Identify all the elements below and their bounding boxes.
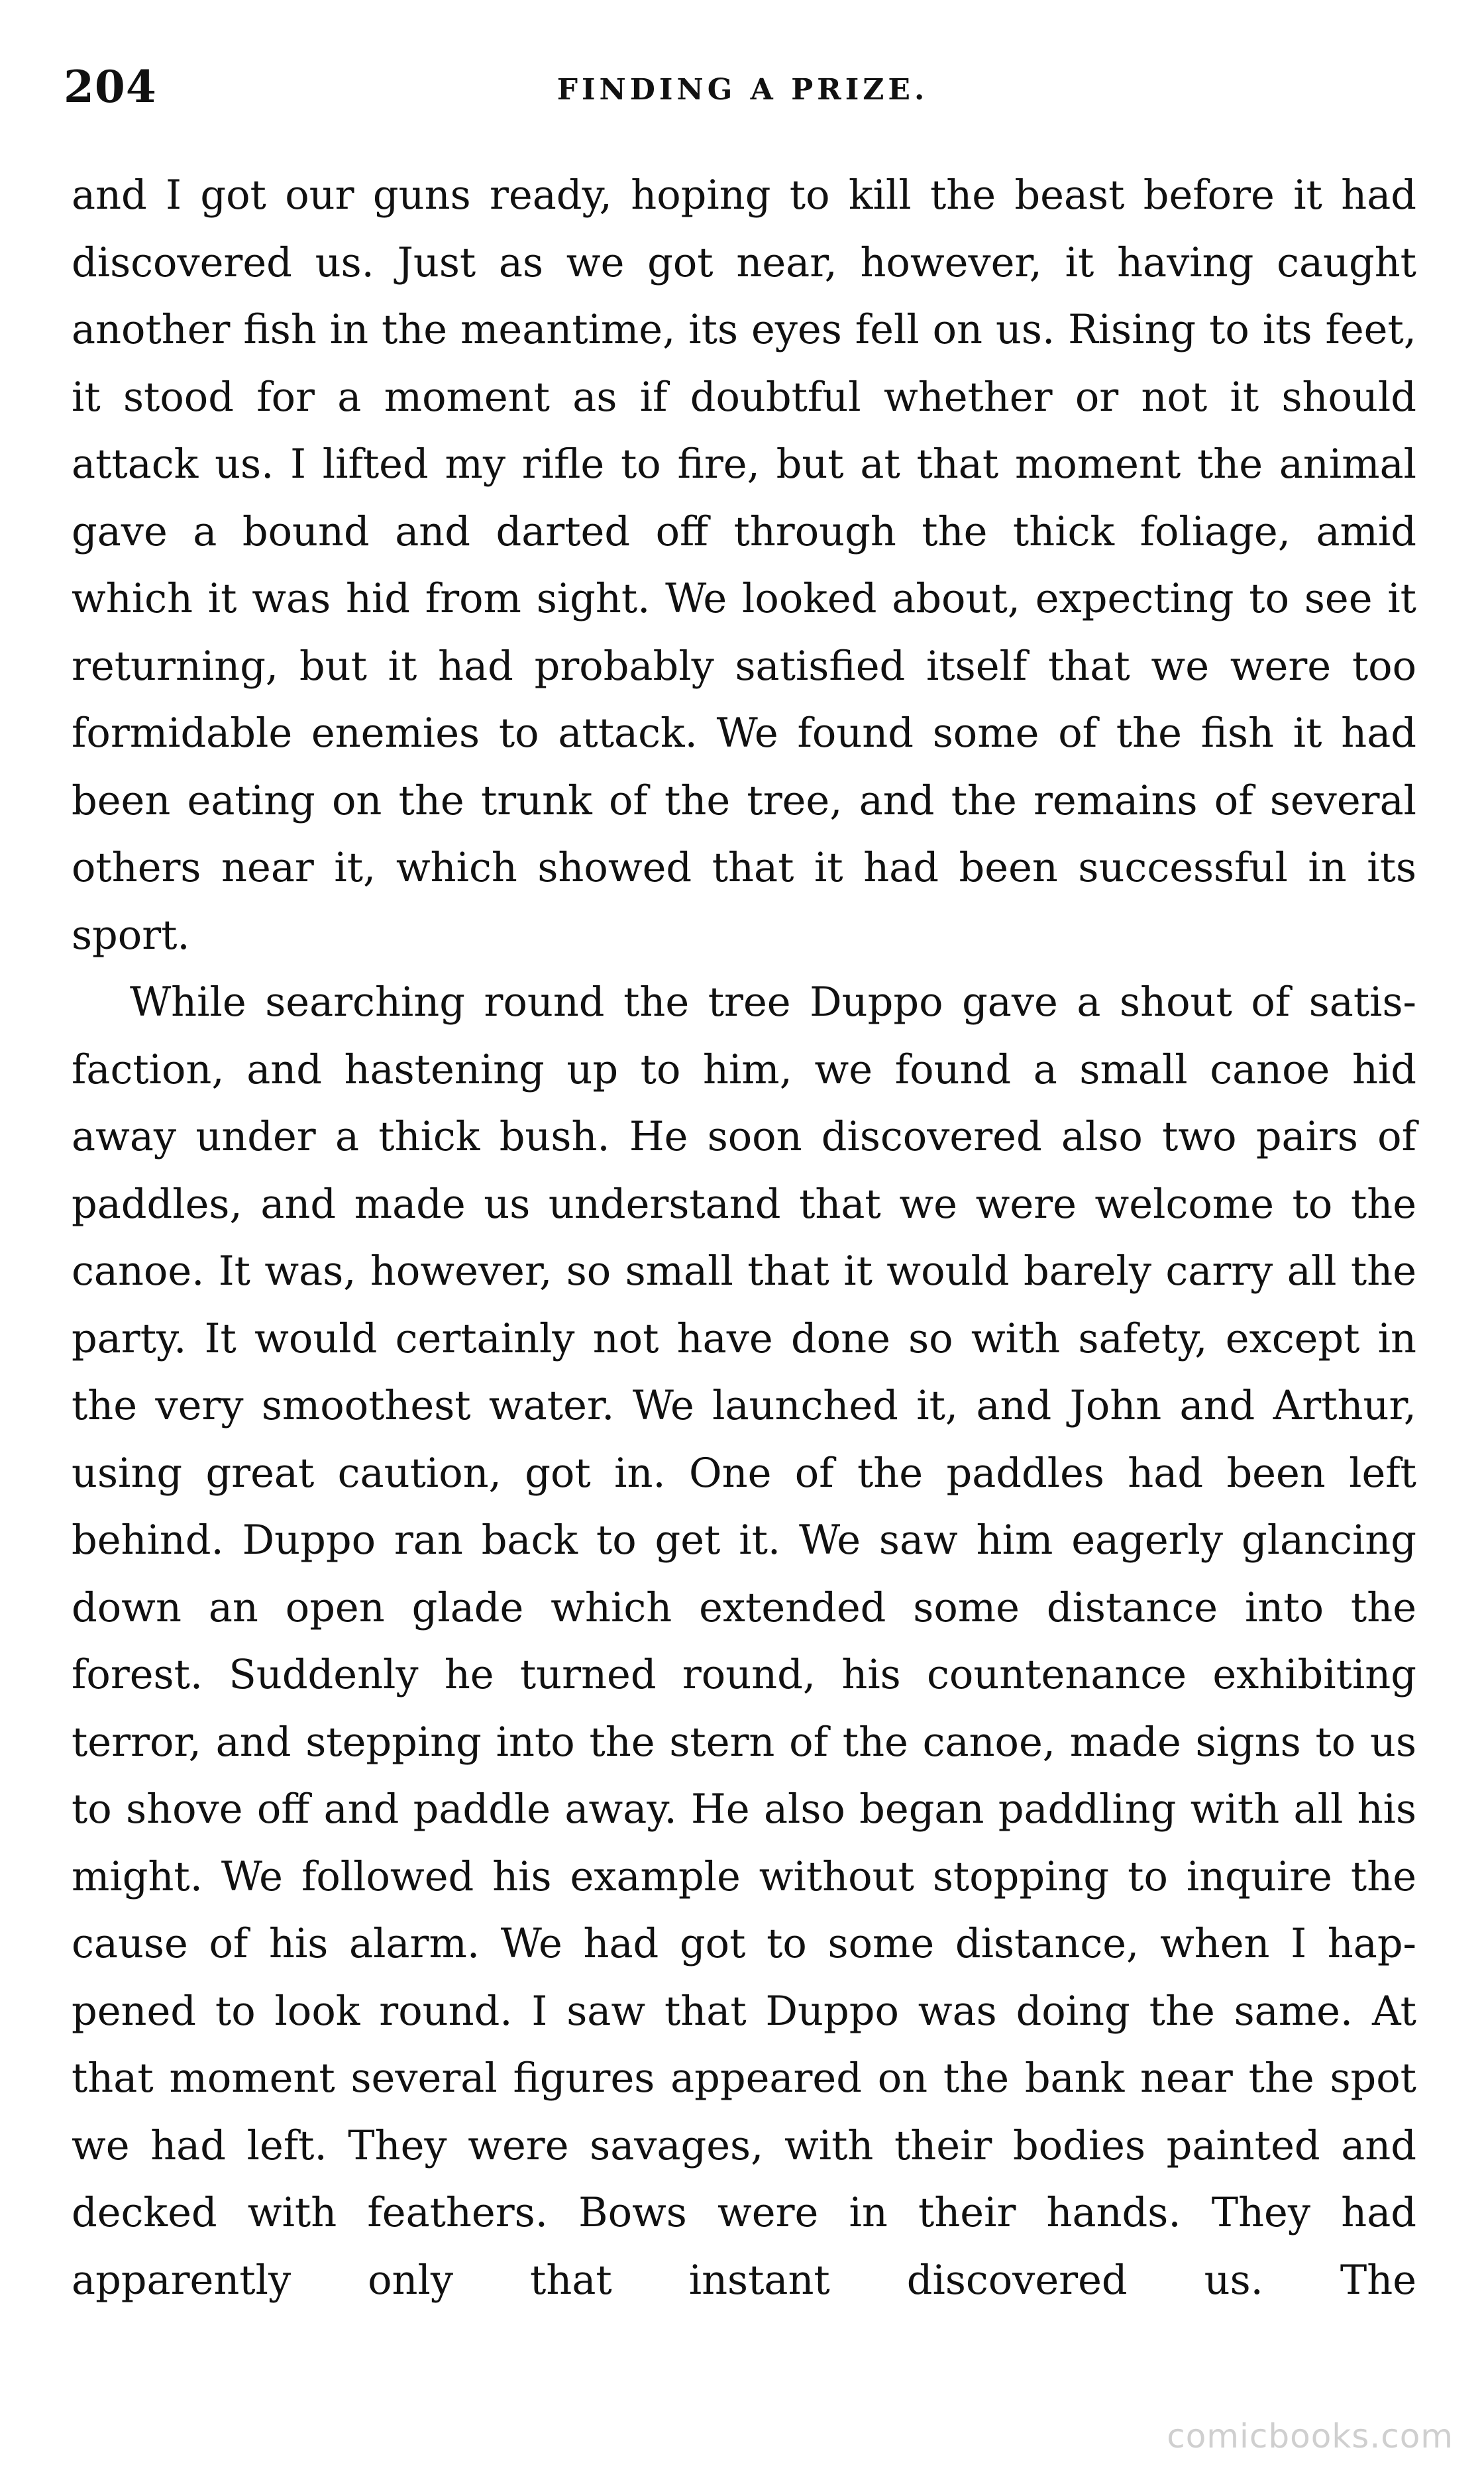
paragraph-duppo-canoe: While searching round the tree Duppo gave a shout of satis-faction, and hastening up to him, we found a small canoe hid away under a thick bush. He soon discovered also two pairs of paddles, and made us understand that we were welcome to the canoe. It was, however, so small that it would barely carry all the party. It would certainly not have done so with safety, except in the very smoothest water. We launched it, and John and Arthur, using great caution, got in. One of the paddles had been left behind. Duppo ran back to get it. We saw him eagerly glancing down an open glade which extended some distance into the forest. Suddenly he turned round, his countenance exhibiting terror, and stepping into the stern of the canoe, made signs to us to shove off and paddle away. He also began paddling with all his might. We followed his example without stopping to inquire the cause of his alarm. We had got to some distance, when I hap-pened to look round. I saw that Duppo was doing the same. At that moment several figures appeared on the bank near the spot we had left. They were savages, with their bodies painted and decked with feathers. Bows were in their hands. They had apparently only that instant discovered us. The (72, 979, 1416, 2304)
page-header (64, 61, 1422, 134)
paragraph-continued: and I got our guns ready, hoping to kill the beast before it had discovered us. Just as we got near, however, it having caught another fish in the meantime, its eyes fell on us. Rising to its feet, it stood for a moment as if doubtful whether or not it should attack us. I lifted my rifle to fire, but at that moment the animal gave a bound and darted off through the thick foliage, amid which it was hid from sight. We looked about, expecting to see it returning, but it had probably satisfied itself that we were too formidable enemies to attack. We found some of the fish it had been eating on the trunk of the tree, and the remains of several others near it, which showed that it had been successful in its sport. (72, 172, 1416, 959)
watermark: comicbooks.com (1167, 2417, 1454, 2455)
running-head: FINDING A PRIZE. (556, 73, 929, 107)
page-number: 204 (64, 61, 157, 113)
body-text (72, 162, 1416, 2314)
